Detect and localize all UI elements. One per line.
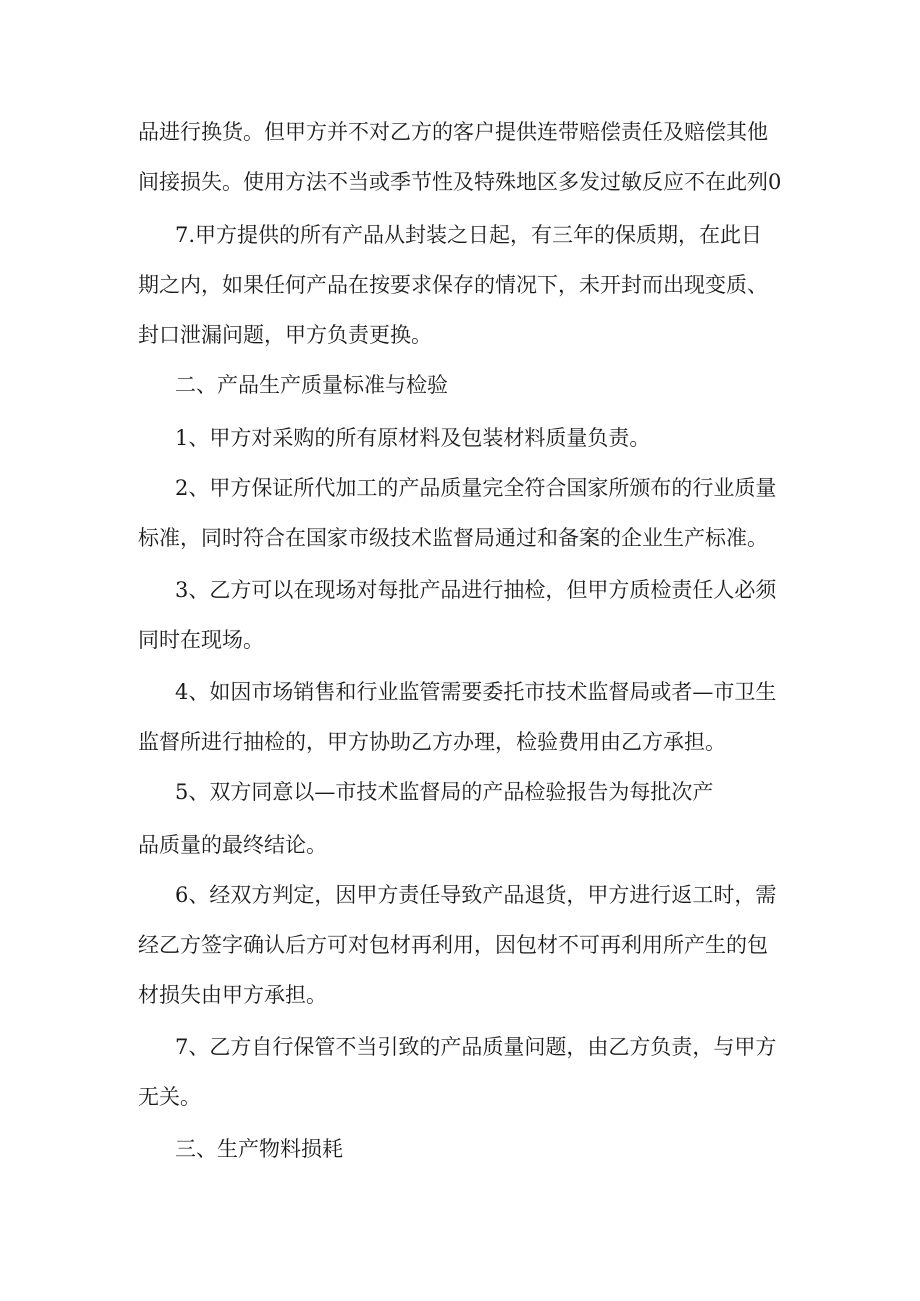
text-line: 1、甲方对采购的所有原材料及包装材料质量负责。: [175, 426, 651, 450]
text-line: 无关。: [138, 1085, 201, 1109]
text-line: 监督所进行抽检的，甲方协助乙方办理，检验费用由乙方承担。: [138, 730, 726, 754]
text-line: 4、如因市场销售和行业监管需要委托市技术监督局或者—市卫生: [175, 680, 777, 704]
text-line: 6、经双方判定，因甲方责任导致产品退货，甲方进行返工时，需: [175, 883, 777, 907]
section-heading: 三、生产物料损耗: [175, 1137, 343, 1161]
text-line: 7、乙方自行保管不当引致的产品质量问题，由乙方负责，与甲方: [175, 1035, 777, 1059]
text-line: 2、甲方保证所代加工的产品质量完全符合国家所颁布的行业质量: [175, 476, 777, 500]
text-line: 同时在现场。: [138, 628, 264, 652]
text-line: 品进行换货。但甲方并不对乙方的客户提供连带赔偿责任及赔偿其他: [138, 120, 768, 144]
text-line: 品质量的最终结论。: [138, 833, 327, 857]
text-line: 期之内，如果任何产品在按要求保存的情况下，未开封而出现变质、: [138, 273, 768, 297]
text-line: 经乙方签字确认后方可对包材再利用，因包材不可再利用所产生的包: [138, 933, 768, 957]
text-line: 7.甲方提供的所有产品从封装之日起，有三年的保质期，在此日: [175, 223, 763, 247]
text-line: 封口泄漏问题，甲方负责更换。: [138, 323, 432, 347]
text-line: 材损失由甲方承担。: [138, 983, 327, 1007]
section-heading: 二、产品生产质量标准与检验: [175, 373, 448, 397]
text-line: 标准，同时符合在国家市级技术监督局通过和备案的企业生产标准。: [138, 526, 768, 550]
text-line: 5、双方同意以—市技术监督局的产品检验报告为每批次产: [175, 780, 714, 804]
text-line: 3、乙方可以在现场对每批产品进行抽检，但甲方质检责任人必须: [175, 578, 777, 602]
text-line: 间接损失。使用方法不当或季节性及特殊地区多发过敏反应不在此列0: [138, 170, 782, 194]
